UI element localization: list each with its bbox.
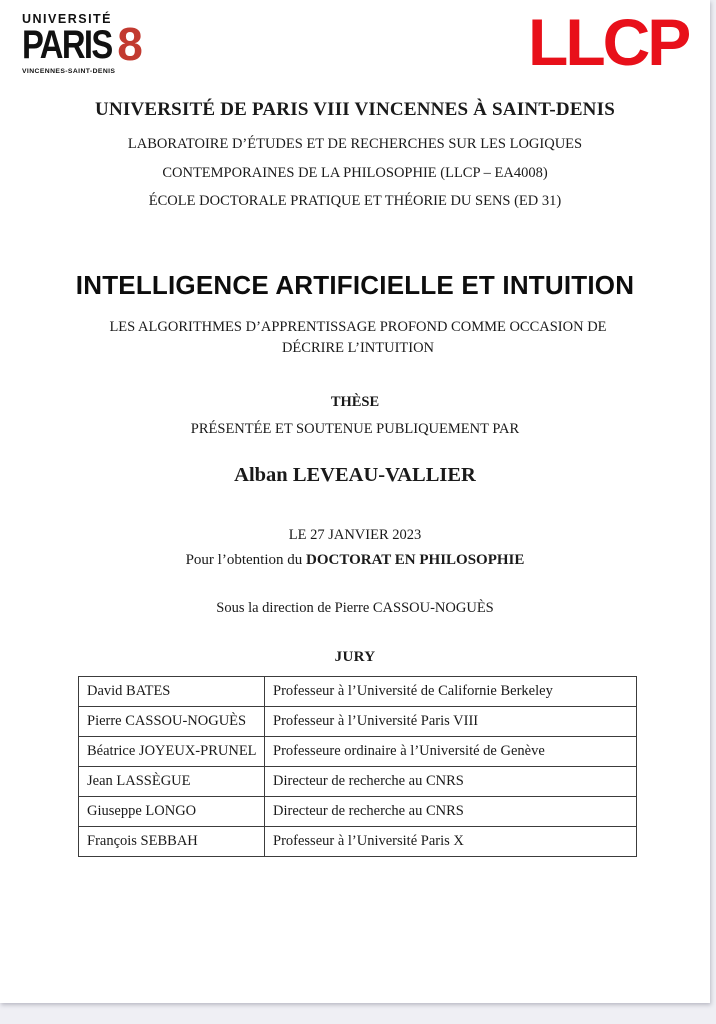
presented-by-line: PRÉSENTÉE ET SOUTENUE PUBLIQUEMENT PAR: [190, 421, 520, 437]
degree-name: DOCTORAT EN PHILOSOPHIE: [306, 552, 525, 568]
jury-member-name: David BATES: [79, 677, 265, 707]
paris8-logo: [22, 12, 152, 75]
jury-heading: JURY: [334, 649, 376, 665]
jury-member-role: Professeure ordinaire à l’Université de Genève: [265, 737, 637, 767]
laboratory-line-1: LABORATOIRE D’ÉTUDES ET DE RECHERCHES SUR LES LOGIQUES: [127, 136, 583, 152]
paris8-logo-digit: 8: [117, 18, 143, 70]
table-row: [79, 827, 637, 857]
table-row: [79, 707, 637, 737]
jury-member-role: Professeur à l’Université Paris X: [265, 827, 637, 857]
doctoral-school: ÉCOLE DOCTORALE PRATIQUE ET THÉORIE DU SENS (ED 31): [148, 193, 562, 209]
paris8-logo-campus: VINCENNES-SAINT-DENIS: [22, 68, 116, 76]
jury-table: [78, 676, 637, 857]
supervisor-line: Sous la direction de Pierre CASSOU-NOGUÈS: [216, 600, 494, 616]
jury-member-name: François SEBBAH: [79, 827, 265, 857]
these-label: THÈSE: [330, 394, 380, 410]
degree-line: [0, 552, 710, 569]
table-row: [79, 737, 637, 767]
jury-member-role: Directeur de recherche au CNRS: [265, 767, 637, 797]
jury-member-name: Béatrice JOYEUX-PRUNEL: [79, 737, 265, 767]
author-name: Alban LEVEAU-VALLIER: [234, 464, 476, 486]
degree-prefix: Pour l’obtention du: [185, 552, 307, 568]
jury-member-role: Directeur de recherche au CNRS: [265, 797, 637, 827]
jury-member-name: Jean LASSÈGUE: [79, 767, 265, 797]
jury-member-role: Professeur à l’Université Paris VIII: [265, 707, 637, 737]
defense-date: LE 27 JANVIER 2023: [288, 527, 422, 543]
paris8-logo-universite: UNIVERSITÉ: [22, 12, 113, 26]
jury-member-name: Pierre CASSOU-NOGUÈS: [79, 707, 265, 737]
jury-member-name: Giuseppe LONGO: [79, 797, 265, 827]
table-row: [79, 677, 637, 707]
laboratory-line-2: CONTEMPORAINES DE LA PHILOSOPHIE (LLCP – EA4008): [162, 165, 548, 181]
paris8-logo-paris: PARIS: [22, 23, 112, 67]
thesis-title: INTELLIGENCE ARTIFICIELLE ET INTUITION: [75, 270, 635, 300]
thesis-subtitle: LES ALGORITHMES D’APPRENTISSAGE PROFOND COMME OCCASION DE DÉCRIRE L’INTUITION: [109, 319, 607, 356]
llcp-logo: LLCP: [528, 5, 689, 79]
university-name: UNIVERSITÉ DE PARIS VIII VINCENNES À SAINT-DENIS: [95, 99, 615, 120]
table-row: [79, 767, 637, 797]
table-row: [79, 797, 637, 827]
jury-member-role: Professeur à l’Université de Californie Berkeley: [265, 677, 637, 707]
